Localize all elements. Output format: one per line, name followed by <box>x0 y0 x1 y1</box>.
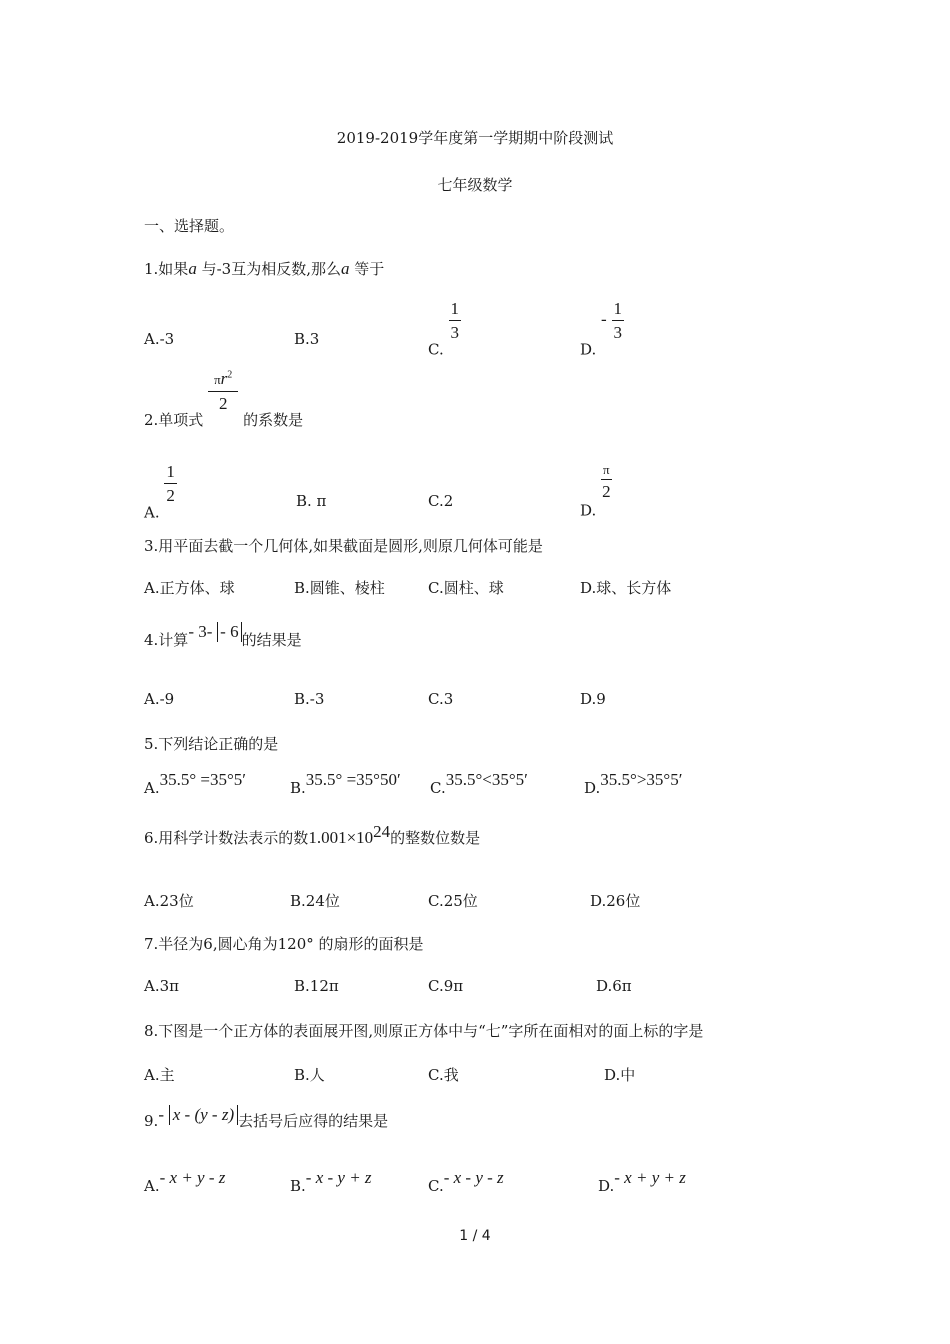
fraction: $\frac{1}{3}$ <box>613 299 622 342</box>
fraction: $\frac{1}{3}$ <box>450 299 459 342</box>
q9-option-d[interactable]: D.- x + y + z <box>598 1168 686 1195</box>
q4-option-c[interactable]: C.3 <box>428 690 454 708</box>
q7-option-c[interactable]: C.9π <box>428 977 464 995</box>
q9-option-c[interactable]: C.- x - y - z <box>428 1168 504 1195</box>
monomial-fraction: $\frac{\pi r^2}{2}$ <box>208 370 238 412</box>
q6-option-c[interactable]: C.25位 <box>428 892 478 910</box>
q1-option-d[interactable]: D. - $\frac{1}{3}$ <box>580 299 622 359</box>
page-number: 1 / 4 <box>459 1228 491 1244</box>
q8-option-a[interactable]: A.主 <box>144 1066 175 1084</box>
fraction: $\frac{1}{2}$ <box>166 462 175 505</box>
q2-option-c[interactable]: C.2 <box>428 492 454 510</box>
q6-option-d[interactable]: D.26位 <box>590 892 641 910</box>
section-heading: 一、选择题。 <box>144 217 235 235</box>
q6-option-b[interactable]: B.24位 <box>290 892 340 910</box>
q7-option-a[interactable]: A.3π <box>144 977 180 995</box>
exam-subtitle: 七年级数学 <box>437 176 513 194</box>
fraction: $\frac{\pi}{2}$ <box>602 462 611 501</box>
question-4-stem: 4.计算- 3- - 6 的结果是 <box>144 622 302 649</box>
question-8-stem: 8.下图是一个正方体的表面展开图,则原正方体中与“七”字所在面相对的面上标的字是 <box>144 1022 704 1040</box>
q2-option-a[interactable]: A. $\frac{1}{2}$ <box>144 462 175 522</box>
bracket-expression: x - (y - z) <box>169 1105 238 1125</box>
q8-option-b[interactable]: B.人 <box>294 1066 325 1084</box>
q6-option-a[interactable]: A.23位 <box>144 892 194 910</box>
q5-option-a[interactable]: A.35.5° =35°5′ <box>144 770 247 797</box>
q2-option-b[interactable]: B. π <box>296 492 327 510</box>
q2-option-d[interactable]: D. $\frac{\pi}{2}$ <box>580 462 611 520</box>
absolute-value: - 6 <box>217 622 241 642</box>
question-7-stem: 7.半径为6,圆心角为120° 的扇形的面积是 <box>144 935 424 953</box>
q5-option-c[interactable]: C.35.5°<35°5′ <box>430 770 528 797</box>
q3-option-b[interactable]: B.圆锥、棱柱 <box>294 579 385 597</box>
q3-option-a[interactable]: A.正方体、球 <box>144 579 235 597</box>
question-6-stem: 6.用科学计数法表示的数$1.001\times 10^{24}$的整数位数是 <box>144 822 481 847</box>
question-3-stem: 3.用平面去截一个几何体,如果截面是圆形,则原几何体可能是 <box>144 537 543 555</box>
question-9-stem: 9.- x - (y - z) 去括号后应得的结果是 <box>144 1105 389 1130</box>
q1-option-b[interactable]: B.3 <box>294 330 320 348</box>
question-1-stem: 1.如果a 与-3互为相反数,那么a 等于 <box>144 259 385 278</box>
q3-option-c[interactable]: C.圆柱、球 <box>428 579 504 597</box>
q4-option-a[interactable]: A.-9 <box>144 690 175 708</box>
q8-option-d[interactable]: D.中 <box>604 1066 636 1084</box>
exam-title: 2019-2019学年度第一学期期中阶段测试 <box>336 129 614 147</box>
q9-option-a[interactable]: A.- x + y - z <box>144 1168 226 1195</box>
q8-option-c[interactable]: C.我 <box>428 1066 459 1084</box>
question-5-stem: 5.下列结论正确的是 <box>144 735 279 753</box>
q7-option-b[interactable]: B.12π <box>294 977 339 995</box>
question-2-stem: 2.单项式 $\frac{\pi r^2}{2}$ 的系数是 <box>144 369 304 429</box>
q4-option-b[interactable]: B.-3 <box>294 690 325 708</box>
q4-option-d[interactable]: D.9 <box>580 690 606 708</box>
q9-option-b[interactable]: B.- x - y + z <box>290 1168 372 1195</box>
q5-option-d[interactable]: D.35.5°>35°5′ <box>584 770 683 797</box>
q5-option-b[interactable]: B.35.5° =35°50′ <box>290 770 401 797</box>
q3-option-d[interactable]: D.球、长方体 <box>580 579 672 597</box>
q7-option-d[interactable]: D.6π <box>596 977 632 995</box>
q1-option-a[interactable]: A.-3 <box>144 330 175 348</box>
q1-option-c[interactable]: C. $\frac{1}{3}$ <box>428 299 459 359</box>
